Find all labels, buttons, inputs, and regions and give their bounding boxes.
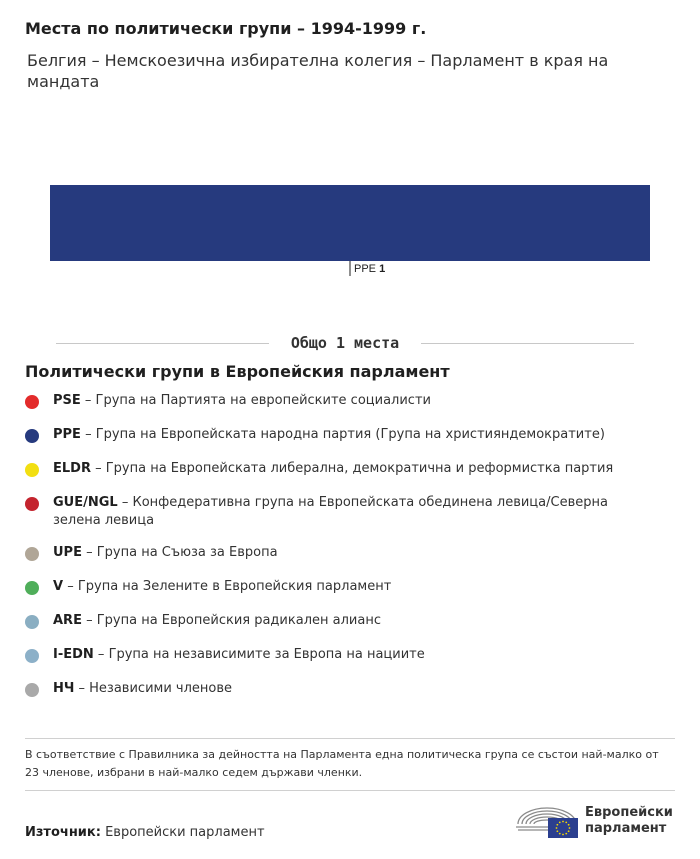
legend-dot-nch [25, 683, 39, 697]
legend-separator: – [80, 393, 96, 408]
legend-dot-pse [25, 395, 39, 409]
seat-bar-chart [0, 170, 700, 290]
legend-abbr: ARE [53, 613, 82, 628]
legend-item-ppe [25, 426, 655, 460]
legend-list [25, 392, 655, 714]
legend-separator: – [63, 579, 78, 594]
legend-abbr: PPE [53, 427, 81, 442]
legend-title: Политически групи в Европейския парламент [25, 362, 450, 381]
legend-desc: Група на Европейската народна партия (Група на християндемократите) [95, 427, 605, 442]
legend-desc: Група на независимите за Европа на нациите [108, 647, 425, 662]
logo-line-1: Европейски [585, 805, 673, 820]
parliament-emblem-icon [514, 800, 580, 840]
legend-desc: Група на Съюза за Европа [96, 545, 278, 560]
legend-desc: Група на Зелените в Европейския парламент [77, 579, 392, 594]
legend-dot-i-edn [25, 649, 39, 663]
legend-item-upe [25, 544, 655, 578]
footnote: В съответствие с Правилника за дейността на Парламента една политическа група се състои най-малко от 23 членове, избрани в най-малко седем държави членки. [25, 748, 659, 779]
legend-separator: – [93, 647, 109, 662]
source-line [25, 825, 265, 840]
legend-abbr: ELDR [53, 461, 91, 476]
legend-separator: – [74, 681, 90, 696]
legend-separator: – [81, 545, 97, 560]
legend-item-gue-ngl [25, 494, 655, 544]
legend-abbr: I-EDN [53, 647, 94, 662]
chart-title: Места по политически групи – 1994-1999 г. [25, 19, 427, 38]
source-label: Източник: [25, 825, 101, 840]
legend-separator: – [80, 427, 96, 442]
logo-text [585, 805, 673, 837]
legend-item-pse [25, 392, 655, 426]
legend-abbr: НЧ [53, 681, 75, 696]
legend-abbr: PSE [53, 393, 81, 408]
legend-item-v [25, 578, 655, 612]
legend-dot-gue-ngl [25, 497, 39, 511]
source-value: Европейски парламент [105, 825, 265, 840]
total-rule-left [56, 343, 269, 344]
legend-abbr: UPE [53, 545, 82, 560]
logo-line-2: парламент [585, 821, 667, 836]
total-rule-right [421, 343, 634, 344]
bar-segment-ppe [50, 185, 650, 261]
chart-svg [0, 170, 700, 290]
legend-desc: Група на Европейския радикален алианс [96, 613, 381, 628]
legend-dot-ppe [25, 429, 39, 443]
legend-separator: – [81, 613, 97, 628]
legend-dot-are [25, 615, 39, 629]
legend-abbr: GUE/NGL [53, 495, 118, 510]
legend-desc: Група на Партията на европейските социалисти [95, 393, 431, 408]
legend-separator: – [90, 461, 106, 476]
legend-item-i-edn [25, 646, 655, 680]
total-seats-row [56, 332, 634, 354]
legend-abbr: V [53, 579, 64, 594]
legend-desc: Независими членове [89, 681, 233, 696]
note-divider-top [25, 738, 675, 739]
chart-subtitle: Белгия – Немскоезична избирателна колегия – Парламент в края на мандата [27, 51, 609, 91]
legend-separator: – [117, 495, 133, 510]
european-parliament-logo [514, 800, 684, 840]
legend-dot-eldr [25, 463, 39, 477]
legend-item-are [25, 612, 655, 646]
data-label-ppe: PPE 1 [354, 263, 386, 275]
legend-dot-v [25, 581, 39, 595]
legend-dot-upe [25, 547, 39, 561]
legend-item-nch [25, 680, 655, 714]
legend-desc: Конфедеративна група на Европейската обединена левица/Северна зелена левица [53, 495, 608, 528]
legend-item-eldr [25, 460, 655, 494]
legend-desc: Група на Европейската либерална, демократична и реформистка партия [105, 461, 614, 476]
note-divider-bottom [25, 790, 675, 791]
total-seats-label: Общо 1 места [290, 334, 400, 352]
